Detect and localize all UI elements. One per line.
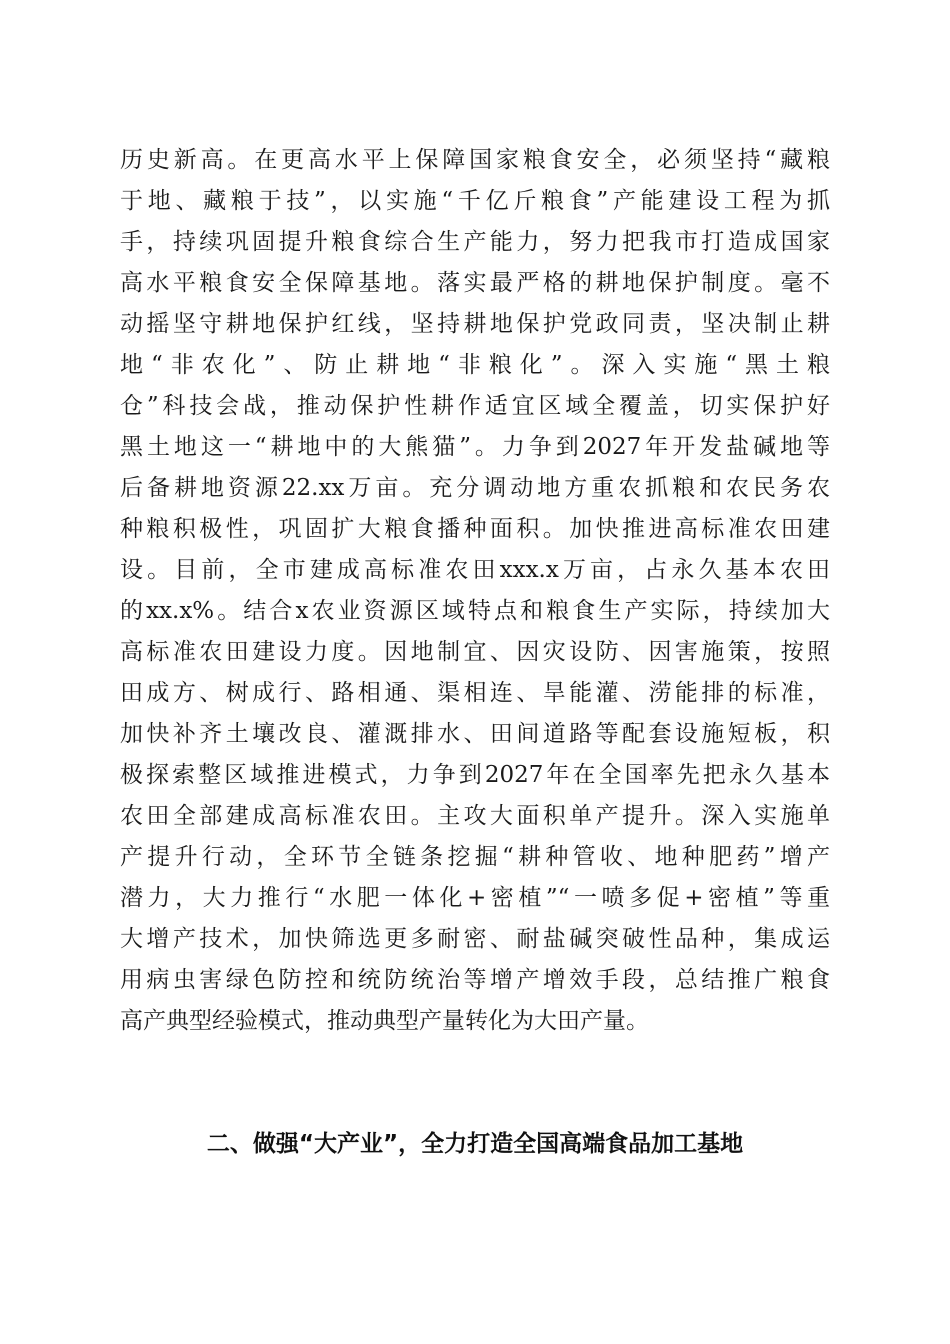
body-paragraph [120,140,830,1042]
text-line: 大增产技术，加快筛选更多耐密、耐盐碱突破性品种，集成运 [120,926,830,952]
text-line: 手，持续巩固提升粮食综合生产能力，努力把我市打造成国家 [120,229,830,255]
section-heading: 二、做强“大产业”，全力打造全国高端食品加工基地 [206,1131,744,1157]
text-line: 设。目前，全市建成高标准农田xxx.x万亩，占永久基本农田 [120,557,830,583]
text-line: 用病虫害绿色防控和统防统治等增产增效手段，总结推广粮食 [120,967,830,993]
text-line: 黑土地这一“耕地中的大熊猫”。力争到2027年开发盐碱地等 [120,434,830,460]
text-line: 田成方、树成行、路相通、渠相连、旱能灌、涝能排的标准， [120,680,830,706]
text-line: 潜力，大力推行“水肥一体化+密植”“一喷多促+密植”等重 [120,885,830,911]
text-line: 的xx.x%。结合x农业资源区域特点和粮食生产实际，持续加大 [120,598,830,624]
text-line: 于地、藏粮于技”，以实施“千亿斤粮食”产能建设工程为抓 [120,188,830,214]
text-line: 加快补齐土壤改良、灌溉排水、田间道路等配套设施短板，积 [120,721,830,747]
text-line: 高水平粮食安全保障基地。落实最严格的耕地保护制度。毫不 [120,270,830,296]
text-line: 极探索整区域推进模式，力争到2027年在全国率先把永久基本 [120,762,830,788]
text-line: 种粮积极性，巩固扩大粮食播种面积。加快推进高标准农田建 [120,516,830,542]
text-line: 后备耕地资源22.xx万亩。充分调动地方重农抓粮和农民务农 [120,475,830,501]
text-line: 农田全部建成高标准农田。主攻大面积单产提升。深入实施单 [120,803,830,829]
text-line: 高产典型经验模式，推动典型产量转化为大田产量。 [120,1008,649,1034]
text-line: 高标准农田建设力度。因地制宜、因灾设防、因害施策，按照 [120,639,830,665]
text-line: 动摇坚守耕地保护红线，坚持耕地保护党政同责，坚决制止耕 [120,311,830,337]
text-line: 地“非农化”、防止耕地“非粮化”。深入实施“黑土粮 [120,352,830,378]
text-line: 历史新高。在更高水平上保障国家粮食安全，必须坚持“藏粮 [120,147,830,173]
text-line: 仓”科技会战，推动保护性耕作适宜区域全覆盖，切实保护好 [120,393,830,419]
text-line: 产提升行动，全环节全链条挖掘“耕种管收、地种肥药”增产 [120,844,830,870]
